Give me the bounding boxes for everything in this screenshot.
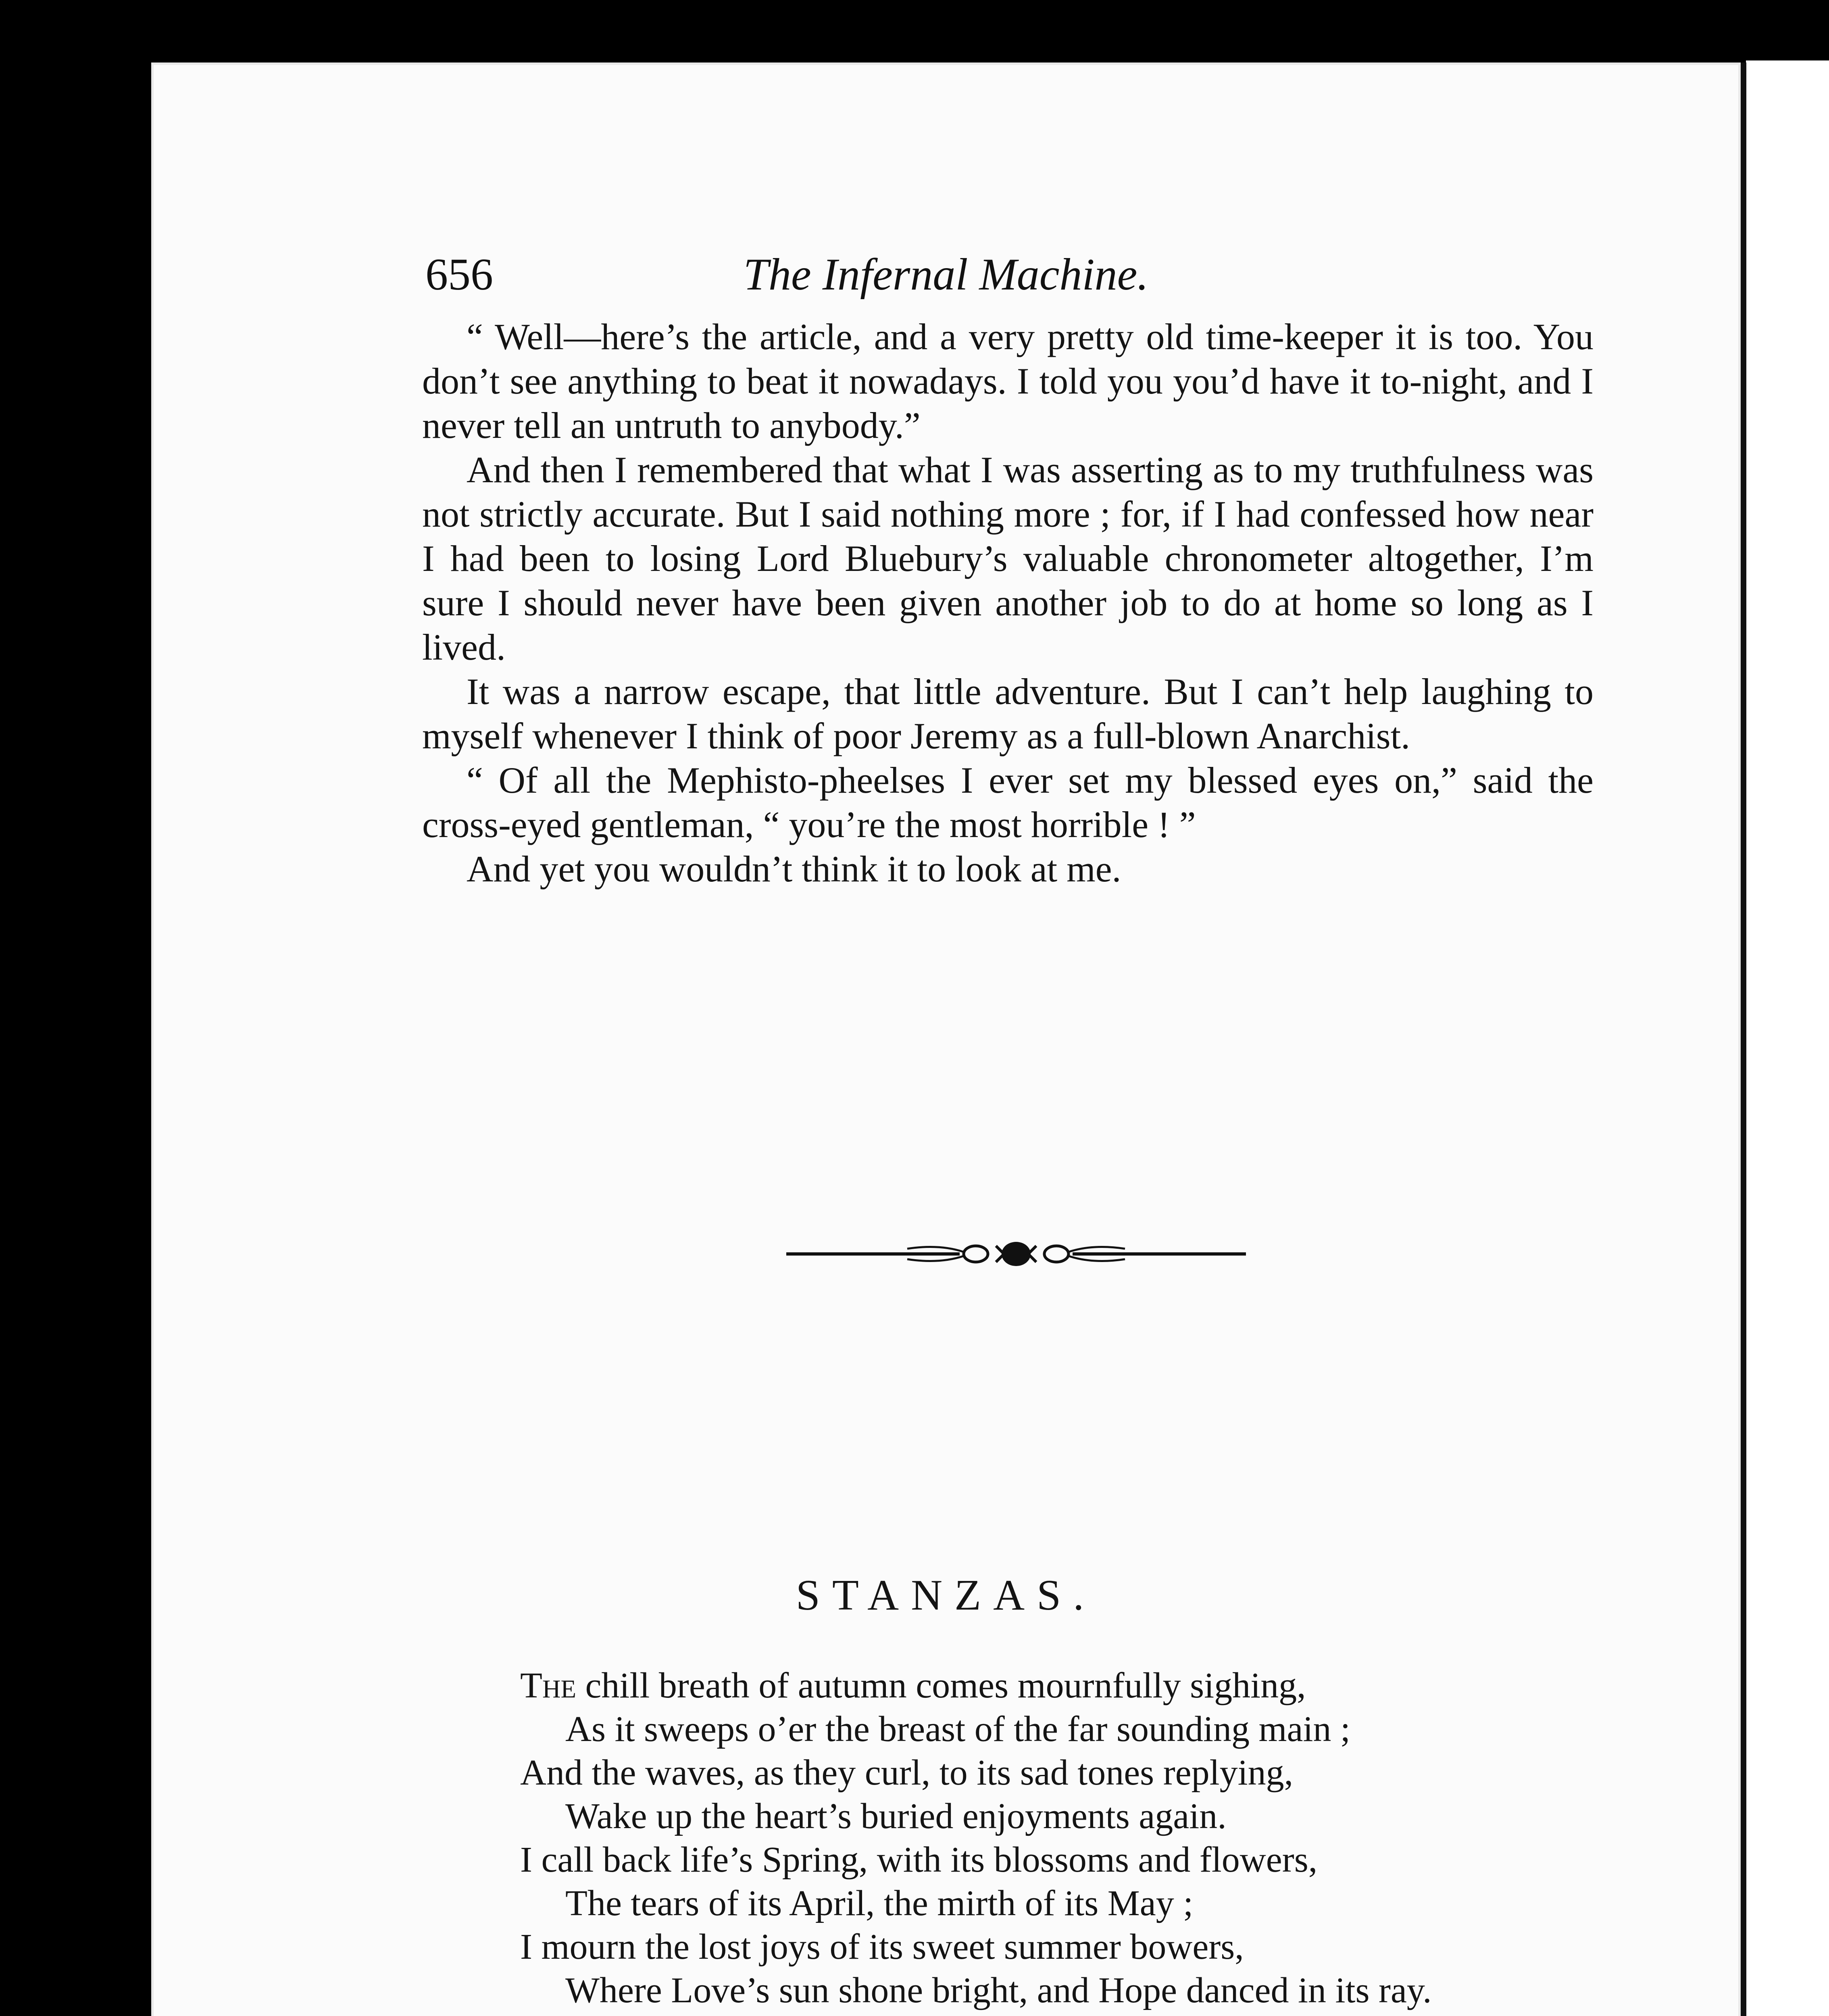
paragraph: And yet you wouldn’t think it to look at me. xyxy=(467,848,1121,889)
paragraph: It was a narrow escape, that little adventure. But I can’t help laughing to myself whenever I think of poor Jeremy as a full-blown Anarchist. xyxy=(422,671,1594,756)
ornamental-rule-icon xyxy=(786,1232,1246,1276)
drop-word: The xyxy=(520,1666,576,1706)
adjacent-page-edge xyxy=(1746,60,1829,2016)
paragraph: And then I remembered that what I was asserting as to my truthfulness was not strictly accurate. But I said nothing more ; for, if I had confessed how near I had been to losing Lord Bluebury’s valuable chronometer altogether, I’m sure I should never have been given another job to do at home so long as I lived. xyxy=(422,449,1594,668)
book-page xyxy=(151,62,1746,2016)
poem-line: I call back life’s Spring, with its blossoms and flowers, xyxy=(520,1840,1318,1880)
poem-line: Where Love’s sun shone bright, and Hope danced in its ray. xyxy=(565,1970,1432,2010)
poem-line: The tears of its April, the mirth of its May ; xyxy=(565,1883,1194,1923)
running-title: The Infernal Machine. xyxy=(743,250,1149,300)
line-text: chill breath of autumn comes mournfully sighing, xyxy=(576,1666,1306,1706)
poem-line: I mourn the lost joys of its sweet summer bowers, xyxy=(520,1927,1244,1967)
stanza-1 xyxy=(520,1664,1649,2012)
paragraph: “ Of all the Mephisto-pheelses I ever set my blessed eyes on,” said the cross-eyed gentleman, “ you’re the most horrible ! ” xyxy=(422,760,1594,845)
story-text xyxy=(422,314,1594,891)
poem-line: As it sweeps o’er the breast of the far sounding main ; xyxy=(565,1709,1350,1749)
page-number: 656 xyxy=(425,250,493,300)
poem-line: Wake up the heart’s buried enjoyments again. xyxy=(565,1796,1227,1836)
poem-line: And the waves, as they curl, to its sad tones replying, xyxy=(520,1753,1294,1793)
poem-line xyxy=(520,1664,1649,1708)
paragraph: “ Well—here’s the article, and a very pretty old time-keeper it is too. You don’t see anything to beat it nowadays. I told you you’d have it to-night, and I never tell an untruth to anybody.” xyxy=(422,316,1594,446)
page-header xyxy=(151,249,1741,309)
poem-title: STANZAS. xyxy=(796,1571,1096,1619)
